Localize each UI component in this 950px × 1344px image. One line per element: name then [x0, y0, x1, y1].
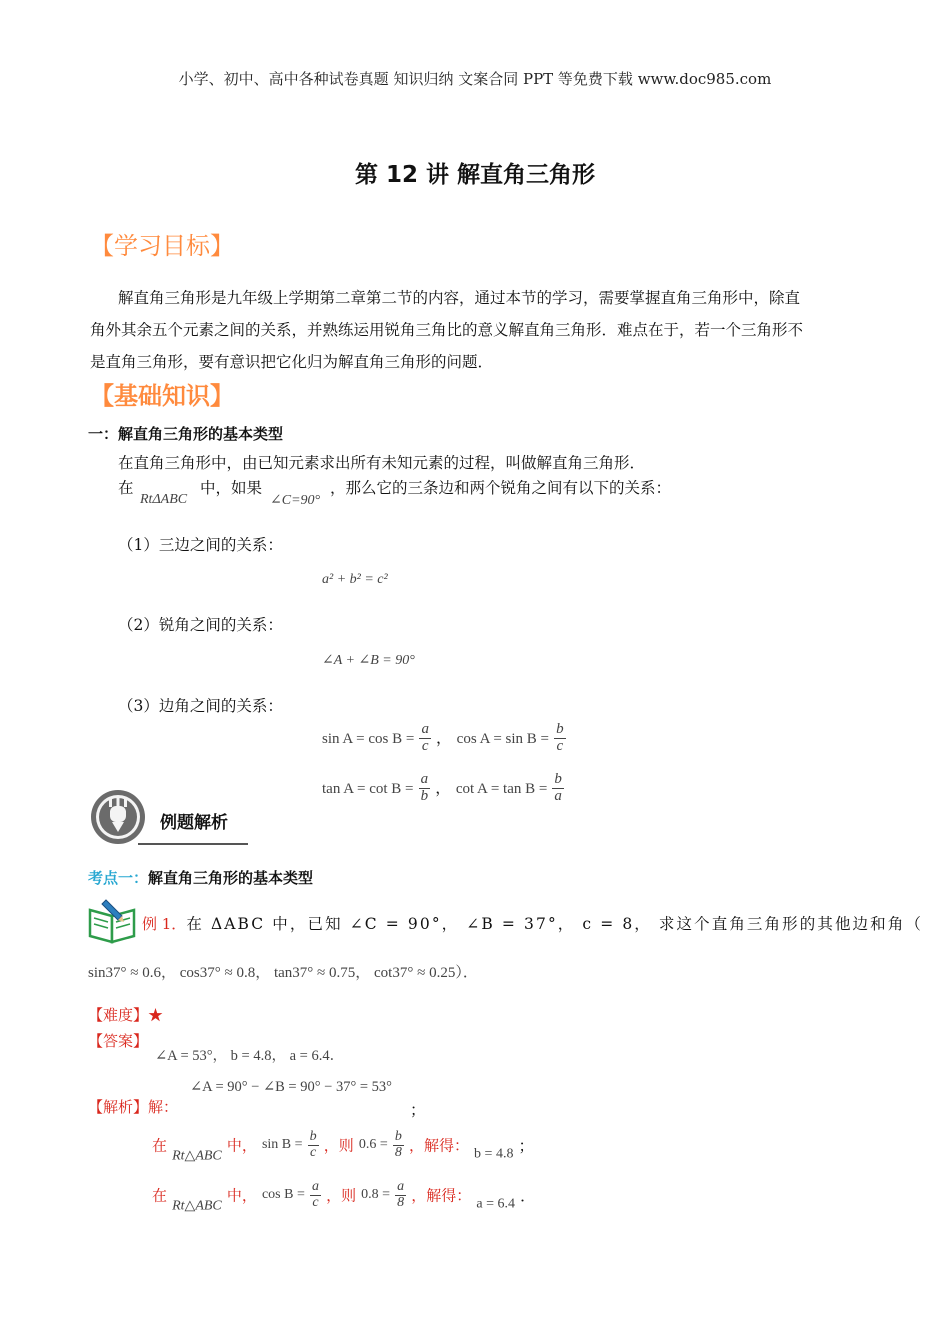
objectives-line-2: 角外其余五个元素之间的关系，并熟练运用锐角三角比的意义解直角三角形．难点在于，若一个三角形不 [90, 321, 804, 339]
fraction-numerator: b [556, 721, 564, 737]
formula-row-2 [322, 772, 564, 805]
fraction-numerator: a [311, 1179, 319, 1194]
answer-label: 【答案】 [88, 1032, 149, 1050]
book-pencil-icon [88, 896, 140, 946]
analysis-step-1: ∠A = 90° − ∠B = 90° − 37° = 53° [190, 1079, 392, 1095]
basics-heading: 【基础知识】 [90, 382, 234, 410]
step-2-middle: 中， [226, 1136, 257, 1155]
example-1-line-2: sin37° ≈ 0.6， cos37° ≈ 0.8， tan37° ≈ 0.75， cot37° ≈ 0.25）． [88, 965, 478, 981]
fraction-denominator: c [312, 1194, 319, 1210]
fraction-denominator: b [420, 787, 429, 804]
analysis-step-3 [152, 1180, 536, 1215]
condition-suffix: ，那么它的三条边和两个锐角之间有以下的关系： [330, 479, 672, 497]
page-title: 第 12 讲 解直角三角形 [354, 162, 596, 188]
example-1-label: 例 1． [142, 915, 187, 933]
page-header: 小学、初中、高中各种试卷真题 知识归纳 文案合同 PPT 等免费下载 www.doc985.com [178, 70, 772, 88]
condition-prefix: 在 [118, 479, 134, 497]
cos-a-expression: cos A = sin B = [456, 730, 550, 747]
example-1-question: 在 ΔABC 中，已知 ∠C = 90°， ∠B = 37°， c = 8， 求这个直角三角形的其他边和角（ [186, 915, 923, 933]
relation-2-formula: ∠A + ∠B = 90° [322, 653, 415, 668]
step-3-value-fraction [395, 1180, 406, 1210]
condition-middle: 中，如果 [200, 479, 263, 497]
tan-a-fraction [419, 772, 431, 805]
step-2-triangle: Rt△ABC [172, 1148, 222, 1164]
separator-comma: ， [435, 778, 451, 797]
step-2-then: ，则 [323, 1136, 354, 1155]
step-3-solve: ，解得： [411, 1186, 472, 1205]
answer-text: ∠A = 53°， b = 4.8， a = 6.4． [155, 1048, 345, 1064]
difficulty-stars: ★ [148, 1006, 164, 1024]
relation-3-label: （3）边角之间的关系： [118, 697, 283, 715]
step-2-end: ； [518, 1137, 535, 1156]
difficulty-row [88, 1004, 163, 1025]
formula-row-1 [322, 722, 566, 755]
sin-a-expression: sin A = cos B = [322, 730, 415, 747]
fraction-denominator: c [310, 1144, 317, 1160]
step-3-triangle: Rt△ABC [172, 1198, 222, 1214]
fraction-numerator: b [554, 771, 562, 787]
difficulty-label: 【难度】 [88, 1006, 149, 1024]
fraction-denominator: 8 [394, 1144, 402, 1160]
step-2-value-fraction [393, 1130, 404, 1160]
fraction-numerator: b [309, 1129, 317, 1144]
objectives-heading: 【学习目标】 [90, 232, 234, 260]
objectives-line-3: 是直角三角形，要有意识把它化归为解直角三角形的问题． [90, 353, 494, 371]
relation-2-label: （2）锐角之间的关系： [118, 616, 283, 634]
step-3-fraction [310, 1180, 321, 1210]
step-3-result: a = 6.4 [476, 1196, 515, 1212]
step-3-value: 0.8 = [361, 1187, 391, 1203]
condition-angle: ∠C=90° [270, 493, 321, 508]
step-2-value: 0.6 = [358, 1137, 388, 1153]
basics-definition: 在直角三角形中，由已知元素求出所有未知元素的过程，叫做解直角三角形． [118, 454, 646, 472]
examples-badge [88, 786, 258, 848]
fraction-numerator: a [420, 771, 429, 787]
step-2-result: b = 4.8 [474, 1146, 514, 1162]
objectives-line-1: 解直角三角形是九年级上学期第二章第二节的内容，通过本节的学习，需要掌握直角三角形中，除直 [118, 289, 801, 307]
step-3-middle: 中， [226, 1186, 257, 1205]
fraction-denominator: 8 [397, 1194, 405, 1210]
analysis-step-1-end: ； [410, 1101, 426, 1119]
kaodian-label: 考点一： [88, 869, 149, 887]
analysis-label: 【解析】解： [88, 1098, 179, 1116]
step-2-solve: ，解得： [408, 1136, 469, 1155]
separator-comma: ， [436, 728, 452, 747]
step-3-equation: cos B = [261, 1187, 305, 1203]
fraction-denominator: c [556, 737, 564, 754]
step-2-equation: sin B = [261, 1137, 303, 1153]
sin-a-fraction [419, 722, 431, 755]
step-3-then: ，则 [326, 1186, 357, 1205]
relation-1-formula: a² + b² = c² [322, 572, 388, 587]
example-1-line-1 [142, 912, 923, 934]
cos-a-fraction [554, 722, 566, 755]
relation-1-label: （1）三边之间的关系： [118, 536, 283, 554]
step-3-in: 在 [152, 1186, 168, 1205]
condition-triangle: RtΔABC [140, 492, 188, 507]
step-2-fraction [308, 1130, 319, 1160]
cot-a-fraction [552, 772, 564, 805]
step-2-in: 在 [152, 1136, 168, 1155]
kaodian-heading [88, 867, 313, 888]
basics-subheading: 一：解直角三角形的基本类型 [88, 425, 284, 443]
step-3-end: ． [520, 1187, 536, 1206]
analysis-step-2 [152, 1130, 534, 1165]
fraction-numerator: a [397, 1179, 405, 1194]
fraction-numerator: b [394, 1129, 402, 1144]
fraction-denominator: c [421, 737, 429, 754]
tan-a-expression: tan A = cot B = [322, 780, 414, 797]
fraction-denominator: a [554, 787, 562, 804]
examples-badge-label: 例题解析 [160, 813, 228, 833]
cot-a-expression: cot A = tan B = [455, 780, 548, 797]
fraction-numerator: a [421, 721, 429, 737]
kaodian-text: 解直角三角形的基本类型 [148, 869, 314, 887]
